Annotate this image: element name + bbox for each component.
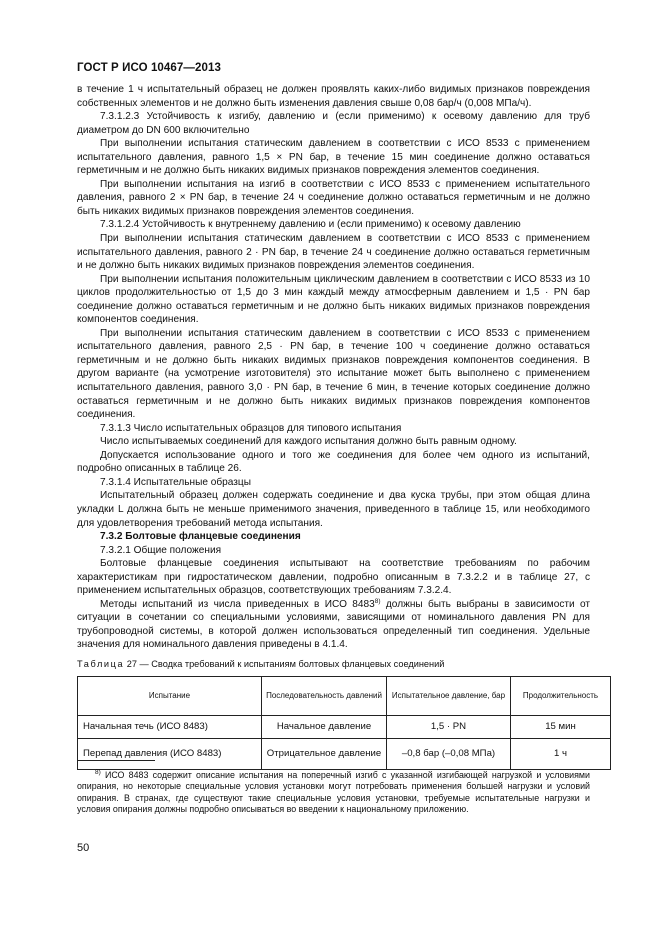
header-cell-test: Испытание	[78, 676, 262, 715]
paragraph: При выполнении испытания положительным циклическим давлением в соответствии с ИСО 8533 из 10 циклов продолжительностью от 1,5 до 3 мин каждый между атмосферным давлением и 1,5 · PN бар соединение должно оставаться герметичным и не должно быть никаких видимых признаков повреждения компонентов соединения.	[77, 273, 590, 326]
paragraph: При выполнении испытания статическим давлением в соответствии с ИСО 8533 с применением испытательного давления, равного 2 · PN бар, в течение 24 ч соединение должно оставаться герметичным и не должно быть никаких видимых признаков повреждения элементов соединения.	[77, 233, 590, 272]
paragraph: При выполнении испытания на изгиб в соответствии с ИСО 8533 с применением испытательного давления, равного 2 × PN бар, в течение 24 ч соединение должно оставаться герметичным и не должно быть никаких видимых признаков повреждения элементов соединения.	[77, 178, 590, 217]
table-caption-label: Таблица	[77, 658, 125, 669]
table-caption	[77, 658, 590, 672]
table-cell: 1 ч	[511, 738, 611, 769]
footnote-marker: 8)	[95, 769, 101, 776]
header-cell-duration: Продолжительность	[511, 676, 611, 715]
requirements-table	[77, 676, 611, 770]
paragraph: 7.3.1.2.3 Устойчивость к изгибу, давлению и (если применимо) к осевому давлению для труб диаметром до DN 600 включительно	[77, 111, 590, 136]
table-header-row	[78, 676, 611, 715]
header-cell-sequence: Последовательность давлений	[262, 676, 387, 715]
table-cell: Отрицательное давление	[262, 738, 387, 769]
table-row	[78, 715, 611, 738]
paragraph: 7.3.1.2.4 Устойчивость к внутреннему давлению и (если применимо) к осевому давлению	[100, 219, 521, 231]
table-row	[78, 738, 611, 769]
table-caption-text: 27 — Сводка требований к испытаниям болтовых фланцевых соединений	[124, 658, 445, 669]
methods-paragraph	[77, 598, 590, 652]
footnote-separator	[77, 760, 155, 761]
table-cell: 15 мин	[511, 715, 611, 738]
page-number: 50	[77, 842, 90, 854]
header-cell-pressure: Испытательное давление, бар	[387, 676, 511, 715]
methods-text-start: Методы испытаний из числа приведенных в ИСО 8483	[100, 598, 375, 610]
table-cell: Начальное давление	[262, 715, 387, 738]
paragraph: 7.3.1.3 Число испытательных образцов для типового испытания	[100, 422, 402, 434]
footnote-text: ИСО 8483 содержит описание испытания на поперечный изгиб с указанной изгибающей нагрузкой и условиями опирания, но некоторые специальные условия установки могут потребовать применения большей нагрузки и условий опирания. В странах, где существуют такие специальные условия установки, требуемые испытательные нагрузки и условия опирания должны подробно описываться во введении к национальному приложению.	[77, 770, 590, 815]
footnote	[77, 770, 590, 816]
paragraph: Болтовые фланцевые соединения испытывают на соответствие требованиям по рабочим характеристикам при гидростатическом давлении, подробно описанным в 7.3.2.2 и в таблице 27, с применением испытательных образцов, соответствующих требованиям 7.3.2.4.	[77, 558, 590, 597]
table-cell: 1,5 · PN	[387, 715, 511, 738]
paragraph: При выполнении испытания статическим давлением в соответствии с ИСО 8533 с применением испытательного давления, равного 2,5 · PN бар, в течение 100 ч соединение должно оставаться герметичным и не должно быть никаких видимых признаков повреждения компонентов соединения. В другом варианте (на усмотрение изготовителя) это испытание может быть выполнено с применением испытательного давления, равного 3,0 · PN бар, в течение 6 мин, в течение которых соединение должно оставаться герметичным и не должно быть никаких видимых признаков повреждения компонентов соединения.	[77, 327, 590, 421]
methods-text-end: должны быть выбраны в зависимости от ситуации в сочетании со специальными условиями, зависящими от номинального давления PN для трубопроводной системы, в которой должен использоваться определенный тип соединения. Удельные значения для номинального давления приведены в 4.1.4.	[77, 598, 590, 651]
paragraph: 7.3.1.4 Испытательные образцы	[100, 476, 251, 488]
paragraph: в течение 1 ч испытательный образец не должен проявлять каких-либо видимых признаков повреждения собственных элементов и не должно быть изменения давления свыше 0,08 бар/ч (0,008 МПа/ч).	[77, 84, 590, 109]
paragraph: Допускается использование одного и того же соединения для более чем одного из испытаний, подробно описанных в таблице 26.	[77, 449, 590, 475]
paragraph: Испытательный образец должен содержать соединение и два куска трубы, при этом общая длина укладки L должна быть не меньше применимого значения, приведенного в таблице 15, или необходимого для удовлетворения требований метода испытания.	[77, 490, 590, 529]
table-cell: –0,8 бар (–0,08 МПа)	[387, 738, 511, 769]
table-cell: Перепад давления (ИСО 8483)	[78, 738, 262, 769]
table-cell: Начальная течь (ИСО 8483)	[78, 715, 262, 738]
paragraph: 7.3.2.1 Общие положения	[100, 544, 222, 556]
paragraph-list	[77, 83, 590, 598]
footnote-reference: 8)	[374, 597, 381, 605]
document-body	[77, 83, 599, 770]
paragraph: Число испытываемых соединений для каждого испытания должно быть равным одному.	[100, 436, 517, 448]
document-header: ГОСТ Р ИСО 10467—2013	[77, 62, 222, 74]
section-heading: 7.3.2 Болтовые фланцевые соединения	[100, 531, 301, 543]
paragraph: При выполнении испытания статическим давлением в соответствии с ИСО 8533 с применением испытательного давления, равного 1,5 × PN бар, в течение 15 мин соединение должно оставаться герметичным и не должно быть никаких видимых признаков повреждения элементов соединения.	[77, 138, 590, 177]
